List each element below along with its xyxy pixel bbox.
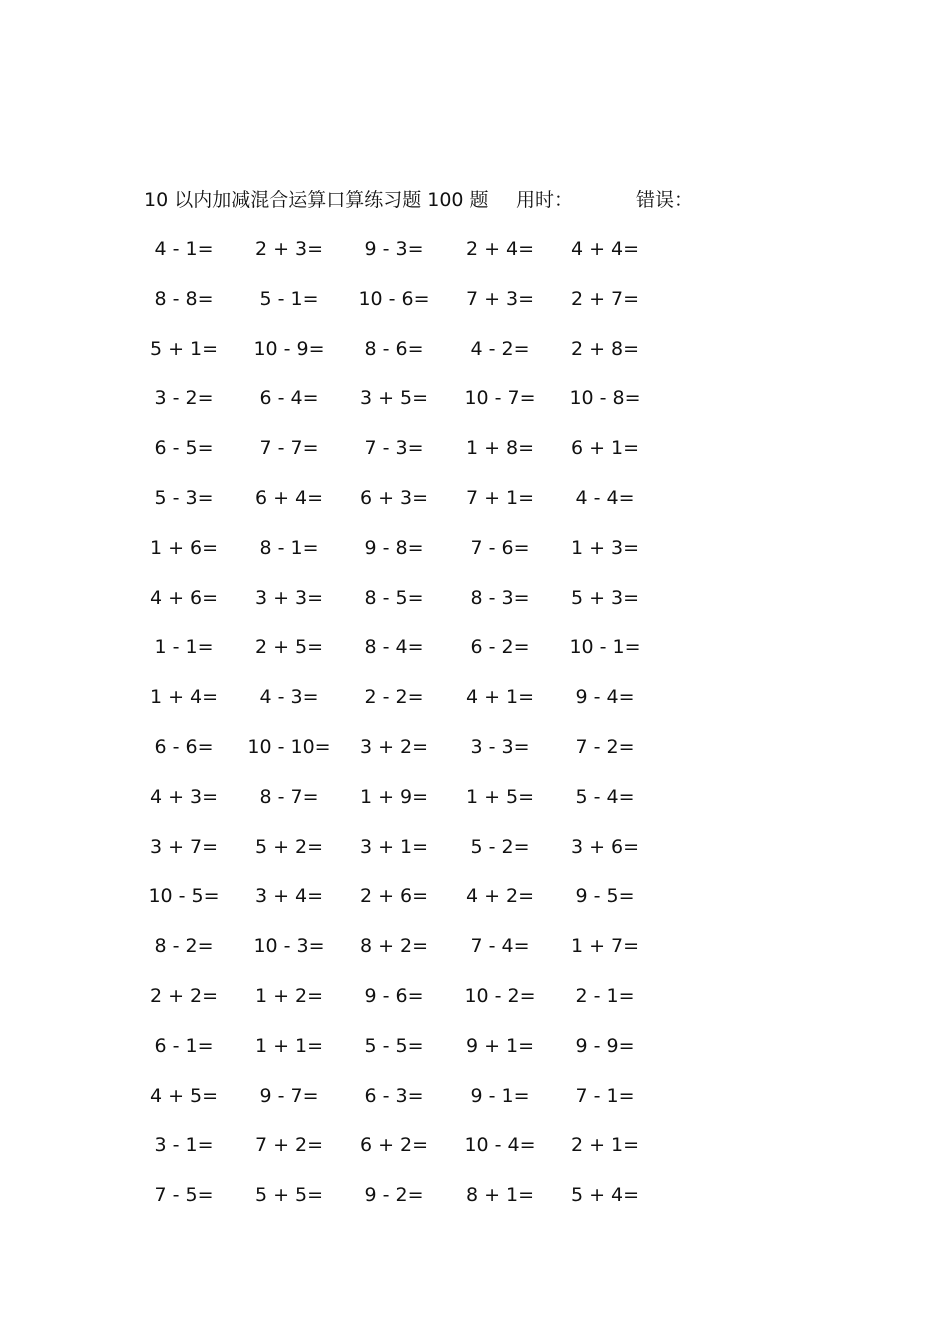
math-problem: 6 - 5= (154, 437, 214, 460)
problem-grid (0, 234, 950, 1230)
math-problem: 3 - 3= (470, 735, 530, 758)
math-problem: 8 + 2= (359, 935, 429, 958)
math-problem: 6 + 1= (570, 437, 640, 460)
math-problem: 10 - 3= (253, 935, 325, 958)
math-problem: 9 - 9= (575, 1034, 635, 1057)
math-problem: 9 + 1= (465, 1034, 535, 1057)
math-problem: 10 - 7= (464, 387, 536, 410)
math-problem: 5 + 1= (149, 337, 219, 360)
math-problem: 6 - 2= (470, 636, 530, 659)
math-problem: 7 + 3= (465, 287, 535, 310)
math-problem: 10 - 8= (569, 387, 641, 410)
math-problem: 7 - 3= (364, 437, 424, 460)
math-problem: 1 + 1= (254, 1034, 324, 1057)
math-problem: 1 - 1= (154, 636, 214, 659)
math-problem: 4 + 3= (149, 785, 219, 808)
math-problem: 5 + 3= (570, 586, 640, 609)
error-label: 错误： (636, 189, 694, 211)
math-problem: 4 - 3= (259, 686, 319, 709)
math-problem: 10 - 2= (464, 984, 536, 1007)
math-problem: 8 - 3= (470, 586, 530, 609)
math-problem: 1 + 9= (359, 785, 429, 808)
math-problem: 8 - 5= (364, 586, 424, 609)
math-problem: 8 - 1= (259, 536, 319, 559)
problem-row (0, 1081, 950, 1131)
math-problem: 8 - 7= (259, 785, 319, 808)
math-problem: 1 + 2= (254, 984, 324, 1007)
math-problem: 6 + 3= (359, 486, 429, 509)
math-problem: 8 - 6= (364, 337, 424, 360)
math-problem: 3 + 4= (254, 885, 324, 908)
math-problem: 5 + 4= (570, 1184, 640, 1207)
math-problem: 1 + 8= (465, 437, 535, 460)
problem-row (0, 682, 950, 732)
math-problem: 3 - 2= (154, 387, 214, 410)
math-problem: 8 - 8= (154, 287, 214, 310)
problem-row (0, 1180, 950, 1230)
math-problem: 3 + 6= (570, 835, 640, 858)
math-problem: 5 - 5= (364, 1034, 424, 1057)
worksheet-title: 10 以内加减混合运算口算练习题 100 题 (144, 189, 489, 211)
math-problem: 7 - 2= (575, 735, 635, 758)
math-problem: 10 - 10= (247, 735, 331, 758)
math-problem: 9 - 6= (364, 984, 424, 1007)
math-problem: 7 + 1= (465, 486, 535, 509)
math-problem: 4 + 4= (570, 238, 640, 260)
problem-row (0, 234, 950, 284)
problem-row (0, 832, 950, 882)
math-problem: 7 - 1= (575, 1084, 635, 1107)
math-problem: 10 - 1= (569, 636, 641, 659)
math-problem: 5 - 4= (575, 785, 635, 808)
math-problem: 3 + 7= (149, 835, 219, 858)
math-problem: 4 - 4= (575, 486, 635, 509)
problem-row (0, 334, 950, 384)
math-problem: 3 + 3= (254, 586, 324, 609)
problem-row (0, 383, 950, 433)
problem-row (0, 284, 950, 334)
problem-row (0, 1031, 950, 1081)
problem-row (0, 1130, 950, 1180)
math-problem: 6 + 2= (359, 1134, 429, 1157)
math-problem: 9 - 4= (575, 686, 635, 709)
math-problem: 6 - 4= (259, 387, 319, 410)
math-problem: 2 - 1= (575, 984, 635, 1007)
math-problem: 9 - 1= (470, 1084, 530, 1107)
math-problem: 6 - 1= (154, 1034, 214, 1057)
math-problem: 4 + 6= (149, 586, 219, 609)
worksheet-header (144, 186, 824, 214)
math-problem: 3 + 5= (359, 387, 429, 410)
math-problem: 2 + 4= (465, 238, 535, 260)
math-problem: 7 - 7= (259, 437, 319, 460)
math-problem: 3 + 2= (359, 735, 429, 758)
math-problem: 4 + 5= (149, 1084, 219, 1107)
math-problem: 3 + 1= (359, 835, 429, 858)
math-problem: 2 + 2= (149, 984, 219, 1007)
math-problem: 2 + 3= (254, 238, 324, 260)
math-problem: 4 - 1= (154, 238, 214, 260)
math-problem: 5 + 2= (254, 835, 324, 858)
math-problem: 10 - 4= (464, 1134, 536, 1157)
math-problem: 1 + 6= (149, 536, 219, 559)
problem-row (0, 881, 950, 931)
problem-row (0, 782, 950, 832)
math-problem: 9 - 8= (364, 536, 424, 559)
problem-row (0, 433, 950, 483)
math-problem: 2 + 1= (570, 1134, 640, 1157)
math-problem: 5 - 3= (154, 486, 214, 509)
math-problem: 5 - 1= (259, 287, 319, 310)
problem-row (0, 732, 950, 782)
math-problem: 9 - 3= (364, 238, 424, 260)
math-problem: 4 + 2= (465, 885, 535, 908)
math-problem: 2 + 6= (359, 885, 429, 908)
problem-row (0, 931, 950, 981)
math-problem: 6 - 3= (364, 1084, 424, 1107)
math-problem: 10 - 9= (253, 337, 325, 360)
math-problem: 8 - 4= (364, 636, 424, 659)
math-problem: 7 + 2= (254, 1134, 324, 1157)
math-problem: 7 - 6= (470, 536, 530, 559)
math-problem: 6 + 4= (254, 486, 324, 509)
math-problem: 5 + 5= (254, 1184, 324, 1207)
problem-row (0, 533, 950, 583)
problem-row (0, 632, 950, 682)
math-problem: 9 - 5= (575, 885, 635, 908)
math-problem: 6 - 6= (154, 735, 214, 758)
math-problem: 2 + 7= (570, 287, 640, 310)
math-problem: 5 - 2= (470, 835, 530, 858)
math-problem: 1 + 3= (570, 536, 640, 559)
math-problem: 1 + 4= (149, 686, 219, 709)
math-problem: 10 - 6= (358, 287, 430, 310)
math-problem: 9 - 2= (364, 1184, 424, 1207)
math-problem: 2 + 5= (254, 636, 324, 659)
math-problem: 4 + 1= (465, 686, 535, 709)
problem-row (0, 483, 950, 533)
math-problem: 4 - 2= (470, 337, 530, 360)
math-problem: 2 - 2= (364, 686, 424, 709)
math-problem: 7 - 5= (154, 1184, 214, 1207)
math-problem: 8 + 1= (465, 1184, 535, 1207)
math-problem: 1 + 5= (465, 785, 535, 808)
math-problem: 3 - 1= (154, 1134, 214, 1157)
math-problem: 10 - 5= (148, 885, 220, 908)
math-problem: 9 - 7= (259, 1084, 319, 1107)
math-problem: 8 - 2= (154, 935, 214, 958)
math-problem: 1 + 7= (570, 935, 640, 958)
math-problem: 2 + 8= (570, 337, 640, 360)
problem-row (0, 583, 950, 633)
time-label: 用时： (516, 189, 574, 211)
math-problem: 7 - 4= (470, 935, 530, 958)
problem-row (0, 981, 950, 1031)
